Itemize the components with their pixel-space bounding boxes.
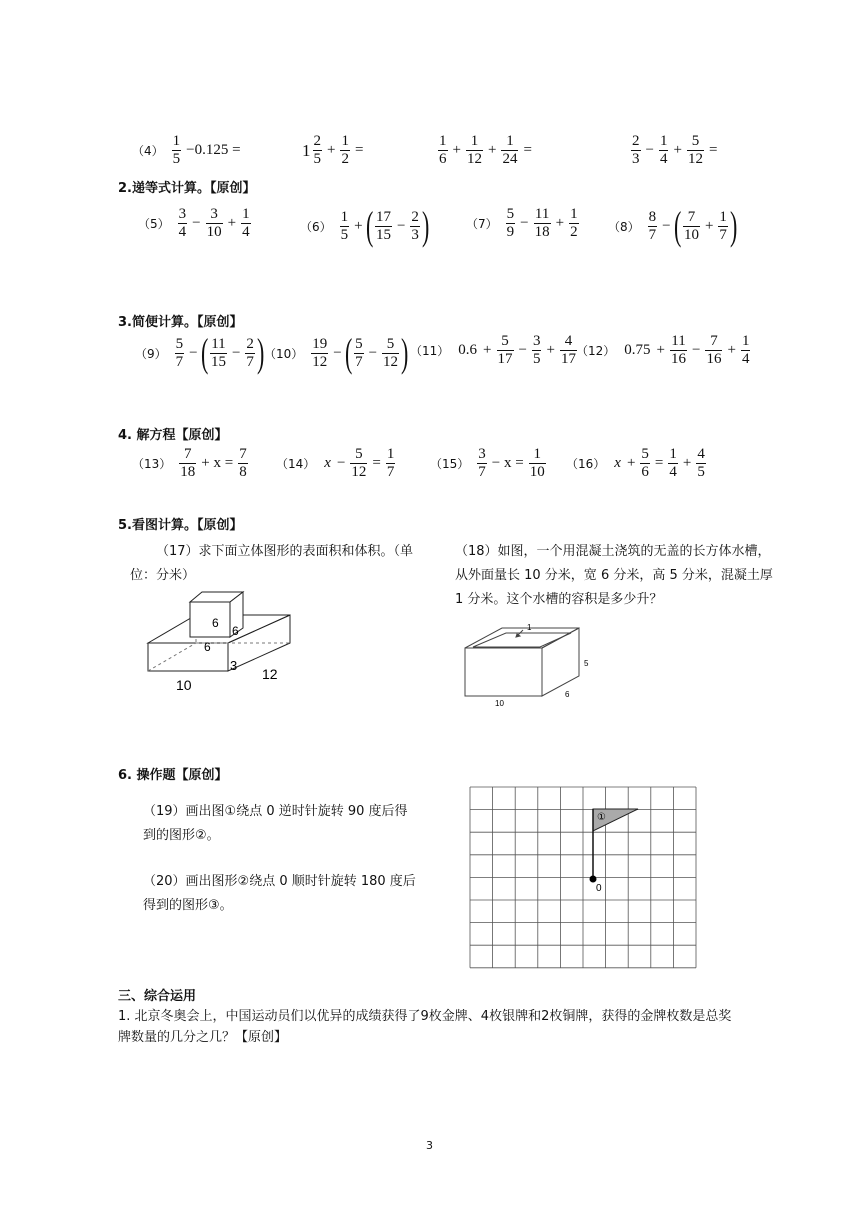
q14-label: （14） xyxy=(276,457,316,471)
numerator: 5 xyxy=(382,336,399,354)
q6-label: （6） xyxy=(300,219,332,234)
denominator: 2 xyxy=(341,151,349,167)
q14-expr xyxy=(276,446,397,481)
equals: = xyxy=(354,142,364,158)
denominator: 12 xyxy=(383,353,399,370)
denominator: 7 xyxy=(719,226,727,243)
right-paren: ) xyxy=(256,330,265,375)
q4-label: （4） xyxy=(132,144,164,158)
operator: − xyxy=(231,344,241,361)
operator: − xyxy=(396,217,406,234)
operator: + xyxy=(682,455,692,471)
numerator: 1 xyxy=(439,133,447,149)
denominator: 4 xyxy=(741,351,750,367)
cube-side-label: 6 xyxy=(232,624,239,638)
length-label: 12 xyxy=(262,666,278,682)
q7-label: （7） xyxy=(466,217,498,231)
equals: = xyxy=(372,455,381,471)
page-number: 3 xyxy=(426,1139,433,1152)
denominator: 18 xyxy=(534,224,550,240)
numerator: 11 xyxy=(534,206,550,222)
operator: + xyxy=(626,455,636,471)
denominator: 2 xyxy=(570,224,578,240)
width-label: 10 xyxy=(176,677,192,693)
denominator: 7 xyxy=(175,353,184,370)
denominator: 24 xyxy=(502,151,518,167)
section-2-title: 2.递等式计算。【原创】 xyxy=(118,181,256,196)
q8-expr xyxy=(608,203,738,248)
variable: x xyxy=(614,455,621,471)
q9-expr xyxy=(135,330,265,375)
numerator: 1 xyxy=(341,133,349,149)
left-paren: ( xyxy=(200,330,208,375)
denominator: 7 xyxy=(648,226,657,243)
denominator: 17 xyxy=(497,351,513,367)
numerator: 3 xyxy=(206,206,223,224)
denominator: 5 xyxy=(172,151,181,167)
numerator: 8 xyxy=(648,208,657,225)
operator: + xyxy=(656,342,665,358)
section-5-title: 5.看图计算。【原创】 xyxy=(118,518,243,533)
section-6-title: 6. 操作题【原创】 xyxy=(118,768,228,783)
operator: − xyxy=(692,342,701,358)
q16-expr xyxy=(566,446,708,481)
numerator: 7 xyxy=(683,209,700,227)
q15-label: （15） xyxy=(430,457,470,471)
point-label: 0 xyxy=(596,883,602,894)
base-front-face xyxy=(148,643,228,671)
denominator: 9 xyxy=(506,224,515,240)
denominator: 5 xyxy=(313,151,321,167)
denominator: 4 xyxy=(242,224,250,240)
q20-text: （20）画出图形②绕点 0 顺时针旋转 180 度后得到的图形③。 xyxy=(143,874,416,913)
arrow-head xyxy=(516,634,520,637)
numerator: 2 xyxy=(313,133,321,149)
numerator: 1 xyxy=(659,133,668,149)
numerator: 19 xyxy=(312,335,328,352)
denominator: 12 xyxy=(687,151,703,167)
numerator: 5 xyxy=(350,446,367,464)
lead-number: 0.6 xyxy=(458,342,478,358)
denominator: 6 xyxy=(439,151,447,167)
operator: − xyxy=(189,344,198,361)
numerator: 3 xyxy=(478,446,486,462)
operator: + xyxy=(483,342,492,358)
q18-text: （18）如图，一个用混凝土浇筑的无盖的长方体水槽，从外面量长 10 分米，宽 6 分米，高 5 分米，混凝土厚 1 分米。这个水槽的容积是多少升？ xyxy=(455,544,773,607)
q4-expr-1 xyxy=(132,133,244,168)
left-paren: ( xyxy=(365,203,373,248)
numerator: 1 xyxy=(719,208,727,225)
numerator: 11 xyxy=(211,335,226,352)
numerator: 3 xyxy=(532,333,541,349)
cube-front-face xyxy=(190,602,230,637)
denominator: 4 xyxy=(178,224,187,240)
operator: − xyxy=(645,142,654,158)
operator: + xyxy=(727,342,736,358)
numerator: 1 xyxy=(466,133,483,151)
flag-label: ① xyxy=(597,812,606,823)
denominator: 7 xyxy=(246,353,254,370)
q5-label: （5） xyxy=(138,217,170,231)
equals: = xyxy=(654,455,664,471)
base-depth-label: 6 xyxy=(204,640,211,654)
numerator: 2 xyxy=(632,133,640,149)
q4-expr-2 xyxy=(302,133,366,168)
numerator: 1 xyxy=(242,206,250,222)
operator: − xyxy=(518,342,527,358)
denominator: 4 xyxy=(659,151,668,167)
numerator: 7 xyxy=(179,446,196,464)
denominator: 5 xyxy=(697,464,705,480)
operator: + xyxy=(673,142,682,158)
q4-expr-4 xyxy=(629,133,720,168)
q11-expr xyxy=(410,333,579,368)
q4-expr-3 xyxy=(436,133,535,168)
left-paren: ( xyxy=(673,203,681,248)
denominator: 7 xyxy=(478,464,486,480)
numerator: 5 xyxy=(687,133,704,151)
height-label: 5 xyxy=(584,659,589,668)
denominator: 16 xyxy=(671,351,686,367)
operator: + xyxy=(452,142,461,158)
q17-solid-figure xyxy=(140,588,300,698)
tank-rim-inner xyxy=(473,633,571,647)
denominator: 8 xyxy=(239,464,247,480)
numerator: 5 xyxy=(641,446,649,462)
numerator: 1 xyxy=(340,208,349,225)
numerator: 1 xyxy=(669,446,677,462)
denominator: 12 xyxy=(312,353,328,370)
operator: + xyxy=(487,142,497,158)
numerator: 17 xyxy=(375,208,391,225)
q5-expr xyxy=(138,206,253,241)
q13-expr xyxy=(132,446,250,481)
hidden-edge xyxy=(148,643,196,671)
denominator: 10 xyxy=(206,224,222,240)
numerator: 5 xyxy=(355,335,363,352)
numerator: 2 xyxy=(411,208,419,225)
denominator: 15 xyxy=(210,353,226,370)
denominator: 15 xyxy=(375,226,391,243)
q9-label: （9） xyxy=(135,346,167,361)
denominator: 12 xyxy=(351,464,367,480)
denominator: 16 xyxy=(706,351,722,367)
numerator: 2 xyxy=(246,335,254,352)
tank-front-face xyxy=(465,648,542,696)
q12-expr xyxy=(576,333,752,368)
numerator: 1 xyxy=(172,133,181,149)
equals: = xyxy=(523,142,532,158)
numerator: 1 xyxy=(386,446,395,462)
numerator: 1 xyxy=(741,333,750,349)
operator: + xyxy=(327,142,336,158)
numerator: 11 xyxy=(671,333,686,349)
q19-text: （19）画出图①绕点 0 逆时针旋转 90 度后得到的图形②。 xyxy=(143,804,408,843)
length-label: 10 xyxy=(495,699,504,708)
denominator: 7 xyxy=(355,353,363,370)
numerator: 4 xyxy=(560,333,577,351)
operator: − xyxy=(336,455,346,471)
numerator: 4 xyxy=(697,446,705,462)
q11-label: （11） xyxy=(410,344,450,358)
denominator: 12 xyxy=(466,151,482,167)
q8-label: （8） xyxy=(608,219,640,234)
q13-label: （13） xyxy=(132,457,172,471)
operator: − xyxy=(662,217,671,234)
rotation-point xyxy=(590,876,597,883)
q17-text: （17）求下面立体图形的表面积和体积。（单位：分米） xyxy=(130,544,414,583)
denominator: 10 xyxy=(683,226,699,243)
operator: − xyxy=(192,215,201,231)
q16-label: （16） xyxy=(566,457,606,471)
equals: = xyxy=(708,142,718,158)
height-label: 3 xyxy=(230,658,238,673)
thickness-label: 1 xyxy=(527,623,532,632)
numerator: 5 xyxy=(506,206,515,222)
q10-label: （10） xyxy=(264,346,304,361)
operator: + xyxy=(555,215,565,231)
operator: + xyxy=(546,342,555,358)
q6-expr xyxy=(300,203,430,248)
section-3-title: 3.简便计算。【原创】 xyxy=(118,315,243,330)
operator: + xyxy=(704,217,714,234)
whole-part: 1 xyxy=(302,140,311,160)
q12-label: （12） xyxy=(576,344,616,358)
numerator: 1 xyxy=(529,446,546,464)
part-3-title: 三、综合运用 xyxy=(118,989,197,1004)
denominator: 5 xyxy=(340,226,349,243)
denominator: 7 xyxy=(386,464,395,480)
denominator: 18 xyxy=(180,464,196,480)
expr-rest: −0.125 = xyxy=(186,142,241,158)
denominator: 4 xyxy=(669,464,677,480)
numerator: 1 xyxy=(570,206,578,222)
denominator: 3 xyxy=(411,226,419,243)
right-paren: ) xyxy=(401,330,409,375)
q7-expr xyxy=(466,206,581,241)
numerator: 5 xyxy=(497,333,514,351)
numerator: 1 xyxy=(501,133,518,151)
operator: + xyxy=(354,217,363,234)
cube-front-label: 6 xyxy=(212,616,219,630)
width-label: 6 xyxy=(565,690,570,699)
variable: x xyxy=(324,455,331,471)
q15-expr xyxy=(430,446,548,481)
denominator: 17 xyxy=(560,351,576,367)
operator: + x = xyxy=(201,455,234,471)
operator: − x = xyxy=(491,455,524,471)
denominator: 6 xyxy=(641,464,649,480)
section-4-title: 4. 解方程【原创】 xyxy=(118,428,228,443)
numerator: 7 xyxy=(705,333,722,351)
q10-expr xyxy=(264,330,409,375)
q18-tank-figure xyxy=(455,618,615,710)
numerator: 3 xyxy=(178,206,187,222)
operator: − xyxy=(368,344,378,361)
numerator: 7 xyxy=(239,446,247,462)
part-3-question-1: 1. 北京冬奥会上，中国运动员们以优异的成绩获得了9枚金牌、4枚银牌和2枚铜牌，获得的金牌枚数是总奖牌数量的几分之几？【原创】 xyxy=(118,1009,732,1045)
grid-lines xyxy=(470,787,696,968)
numerator: 5 xyxy=(175,335,184,352)
lead-number: 0.75 xyxy=(624,342,651,358)
right-paren: ) xyxy=(421,203,430,248)
operator: + xyxy=(227,215,237,231)
left-paren: ( xyxy=(344,330,353,375)
operator: − xyxy=(520,215,529,231)
denominator: 3 xyxy=(632,151,640,167)
right-paren: ) xyxy=(729,203,738,248)
operator: − xyxy=(333,344,342,361)
denominator: 5 xyxy=(532,351,541,367)
rotation-grid xyxy=(468,785,716,971)
denominator: 10 xyxy=(529,464,545,480)
